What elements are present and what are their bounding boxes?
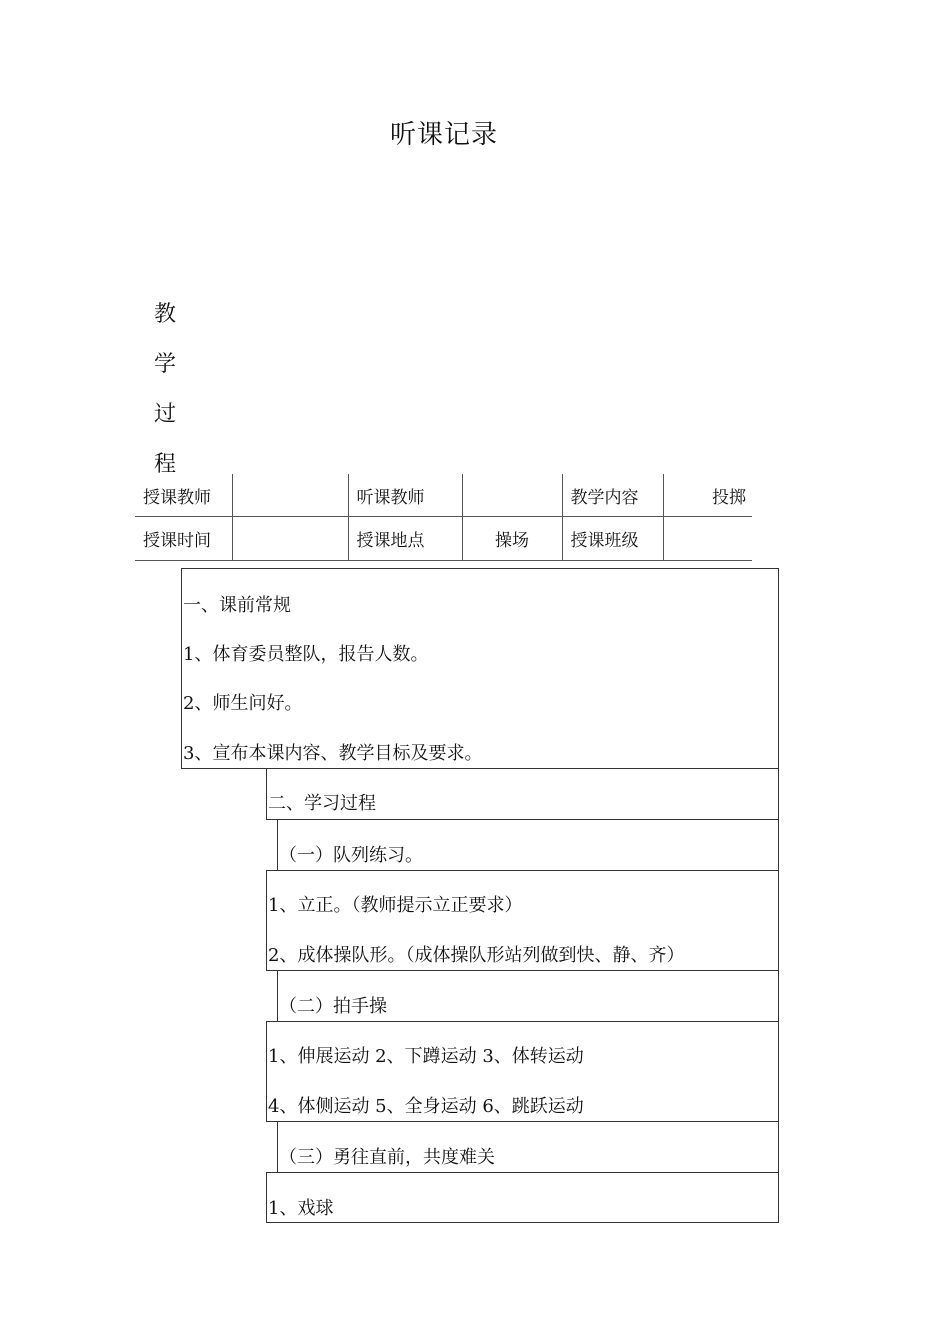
teacher-value bbox=[232, 474, 348, 517]
place-label: 授课地点 bbox=[348, 517, 462, 561]
listener-value bbox=[462, 474, 562, 517]
content-value: 投掷 bbox=[663, 474, 752, 517]
part2-heading-box bbox=[277, 970, 779, 1022]
part1-item: 2、成体操队形。（成体操队形站列做到快、静、齐） bbox=[268, 945, 685, 966]
class-label: 授课班级 bbox=[562, 517, 663, 561]
content-label: 教学内容 bbox=[562, 474, 663, 517]
part1-heading-box bbox=[277, 819, 779, 871]
side-label-char: 过 bbox=[154, 402, 177, 427]
part1-items-box bbox=[266, 870, 779, 971]
part2-item: 1、伸展运动 2、下蹲运动 3、体转运动 bbox=[268, 1046, 584, 1067]
side-label-char: 程 bbox=[154, 452, 177, 477]
pre-class-item: 2、师生问好。 bbox=[183, 693, 303, 714]
time-label: 授课时间 bbox=[135, 517, 232, 561]
part3-item: 1、戏球 bbox=[268, 1198, 334, 1219]
part1-item: 1、立正。（教师提示立正要求） bbox=[268, 895, 523, 916]
part2-items-box bbox=[266, 1021, 779, 1122]
page-title: 听课记录 bbox=[389, 120, 498, 150]
learning-process-box bbox=[266, 768, 779, 820]
side-label-char: 教 bbox=[154, 302, 177, 327]
pre-class-heading: 一、课前常规 bbox=[183, 595, 291, 616]
part3-heading: （三）勇往直前，共度难关 bbox=[279, 1147, 495, 1168]
listener-label: 听课教师 bbox=[348, 474, 462, 517]
side-label-char: 学 bbox=[154, 352, 177, 377]
part3-items-box bbox=[266, 1172, 779, 1223]
part2-item: 4、体侧运动 5、全身运动 6、跳跃运动 bbox=[268, 1096, 584, 1117]
time-value bbox=[232, 517, 348, 561]
pre-class-item: 1、体育委员整队，报告人数。 bbox=[183, 644, 429, 665]
side-label-teaching-process bbox=[154, 290, 194, 477]
part3-heading-box bbox=[277, 1121, 779, 1173]
class-value bbox=[663, 517, 752, 561]
place-value: 操场 bbox=[462, 517, 562, 561]
info-row-teachers bbox=[135, 474, 752, 517]
info-row-time-place bbox=[135, 517, 752, 561]
pre-class-item: 3、宣布本课内容、教学目标及要求。 bbox=[183, 743, 483, 764]
part1-heading: （一）队列练习。 bbox=[279, 845, 423, 866]
pre-class-box bbox=[181, 568, 779, 769]
teacher-label: 授课教师 bbox=[135, 474, 232, 517]
class-info-table bbox=[135, 474, 752, 561]
learning-process-heading: 二、学习过程 bbox=[268, 793, 376, 814]
part2-heading: （二）拍手操 bbox=[279, 996, 387, 1017]
